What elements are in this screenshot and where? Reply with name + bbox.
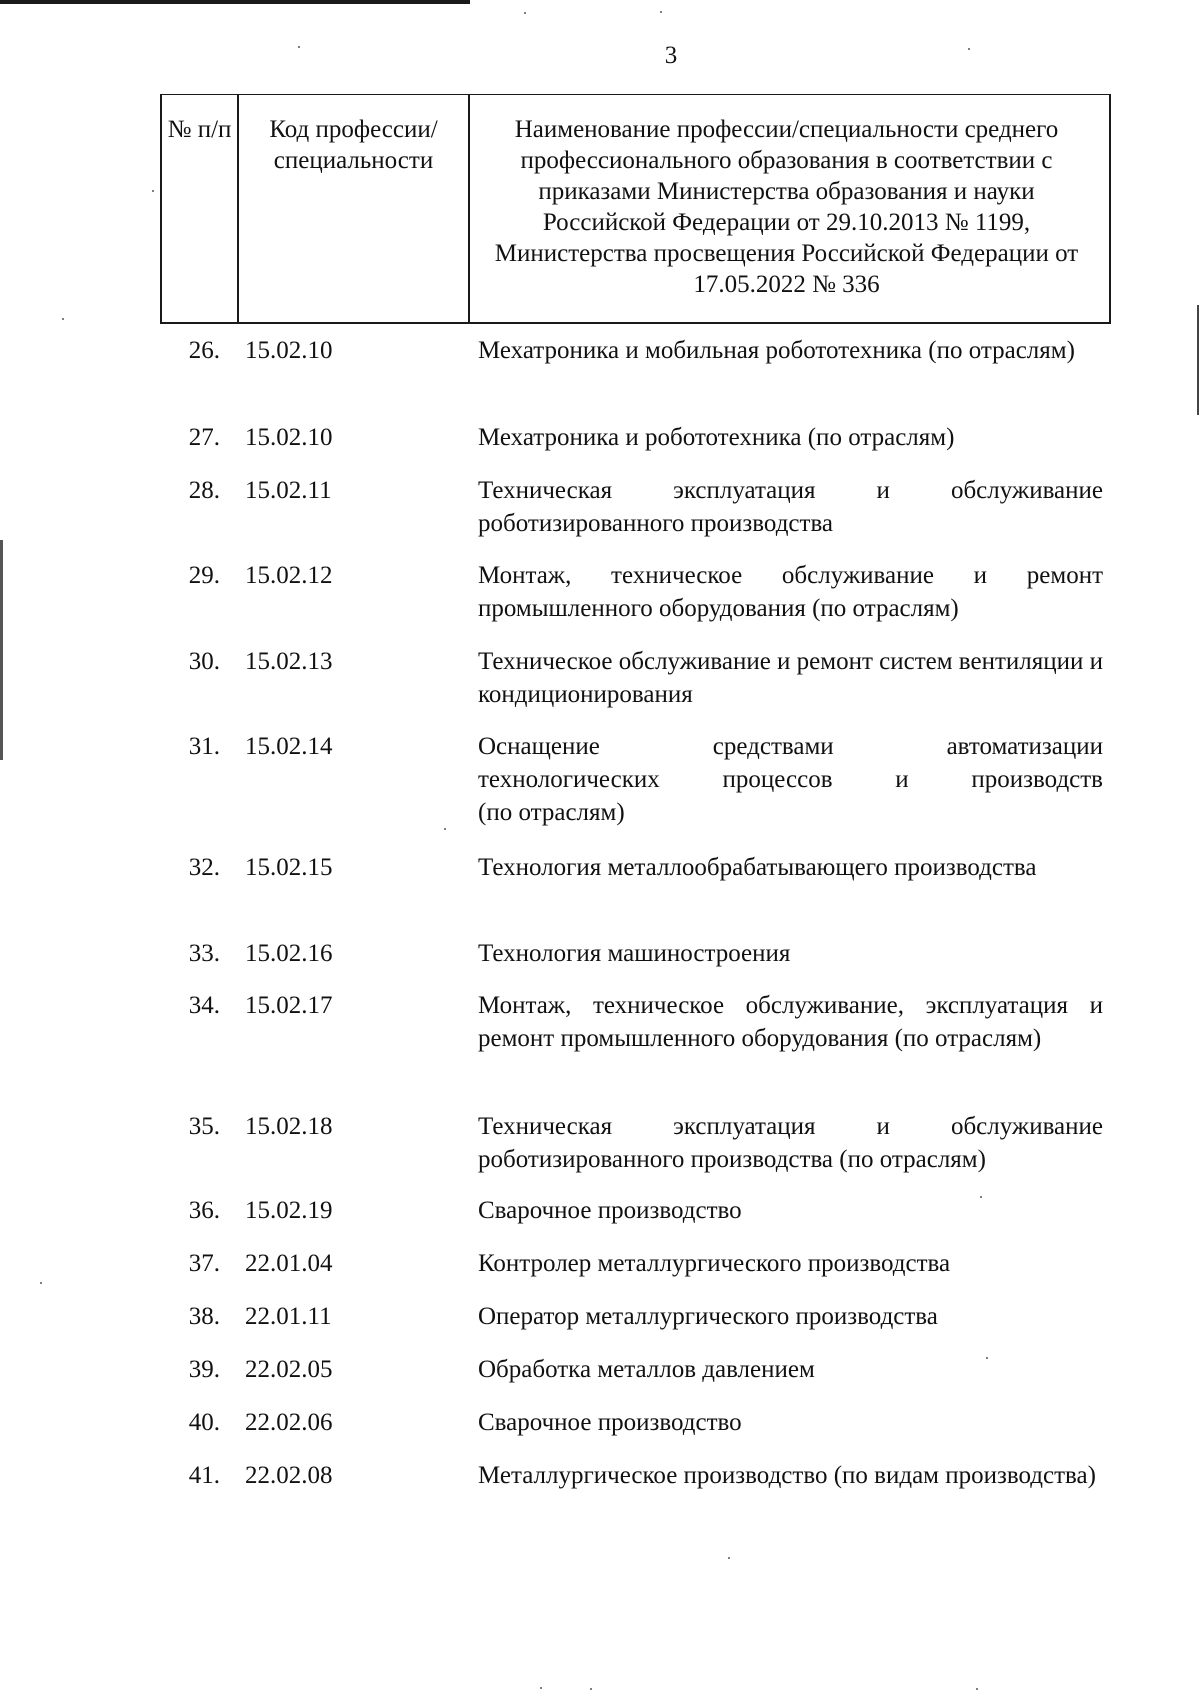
row-code: 15.02.19 — [245, 1197, 333, 1224]
header-code-label: Код профессии/ специальности — [239, 95, 470, 322]
row-number: 32. — [188, 854, 220, 881]
row-name: Контролер металлургического производства — [478, 1250, 951, 1277]
row-code: 15.02.10 — [245, 424, 333, 451]
scan-edge-right — [1197, 305, 1199, 415]
row-code: 15.02.15 — [245, 854, 333, 881]
row-name: Технология металлообрабатывающего производства — [478, 854, 1037, 881]
row-code: 22.01.11 — [245, 1303, 332, 1330]
row-code: 22.02.05 — [245, 1356, 333, 1383]
row-number: 31. — [188, 733, 220, 760]
row-code: 22.02.06 — [245, 1409, 333, 1436]
scan-speck — [152, 190, 154, 192]
row-name: Мехатроника и мобильная робототехника (по отраслям) — [478, 337, 1075, 364]
row-number: 26. — [188, 337, 220, 364]
row-code: 15.02.14 — [245, 733, 333, 760]
header-name-label: Наименование профессии/специальности среднего профессионального образования в соответствии с приказами Министерства образования и науки Российской Федерации от 29.10.2013 № 1199, Министерства просвещения Российской Федерации от 17.05.2022 № 336 — [494, 116, 1079, 298]
scan-speck — [524, 12, 526, 14]
row-name: Технология машиностроения — [478, 940, 791, 967]
row-name-line: (по отраслям) — [478, 799, 625, 826]
row-code: 15.02.16 — [245, 940, 333, 967]
row-name: Сварочное производство — [478, 1197, 742, 1224]
row-name: Обработка металлов давлением — [478, 1356, 815, 1383]
row-code: 15.02.11 — [245, 477, 332, 504]
row-number: 28. — [188, 477, 220, 504]
row-code: 15.02.17 — [245, 992, 333, 1019]
row-number: 40. — [188, 1409, 220, 1436]
scan-speck — [590, 1688, 592, 1690]
row-code: 15.02.10 — [245, 337, 333, 364]
row-name: Монтаж, техническое обслуживание и ремонт промышленного оборудования (по отраслям) — [478, 562, 1103, 622]
row-name: Мехатроника и робототехника (по отраслям) — [478, 424, 955, 451]
page-number: 3 — [664, 42, 678, 69]
row-number: 29. — [188, 562, 220, 589]
row-number: 38. — [188, 1303, 220, 1330]
row-number: 30. — [188, 648, 220, 675]
row-name-line: Оснащение средствами автоматизации — [478, 733, 1103, 760]
row-number: 33. — [188, 940, 220, 967]
row-name-line: технологических процессов и производств — [478, 766, 1103, 793]
row-number: 36. — [188, 1197, 220, 1224]
scan-speck — [62, 318, 64, 320]
row-number: 39. — [188, 1356, 220, 1383]
scan-edge-top — [0, 0, 470, 4]
row-name: Техническая эксплуатация и обслуживание роботизированного производства — [478, 477, 1103, 537]
row-code: 15.02.13 — [245, 648, 333, 675]
row-name: Металлургическое производство (по видам производства) — [478, 1462, 1096, 1489]
row-name — [478, 730, 1103, 829]
row-code: 22.01.04 — [245, 1250, 333, 1277]
scan-speck — [976, 1688, 978, 1690]
row-code: 15.02.18 — [245, 1113, 333, 1140]
row-name: Техническая эксплуатация и обслуживание роботизированного производства (по отраслям) — [478, 1113, 1103, 1173]
header-num-label: № п/п — [162, 95, 239, 322]
row-name: Оператор металлургического производства — [478, 1303, 938, 1330]
row-number: 37. — [188, 1250, 220, 1277]
row-code: 15.02.12 — [245, 562, 333, 589]
scan-speck — [660, 11, 662, 13]
row-name: Сварочное производство — [478, 1409, 742, 1436]
scan-speck — [728, 1557, 730, 1559]
scan-speck — [540, 1687, 542, 1689]
row-number: 27. — [188, 424, 220, 451]
row-code: 22.02.08 — [245, 1462, 333, 1489]
table-header — [160, 94, 1111, 324]
row-name: Техническое обслуживание и ремонт систем вентиляции и кондиционирования — [478, 648, 1103, 708]
row-name: Монтаж, техническое обслуживание, эксплуатация и ремонт промышленного оборудования (по отраслям) — [478, 992, 1103, 1052]
scan-speck — [40, 1282, 42, 1284]
row-number: 34. — [188, 992, 220, 1019]
row-number: 41. — [188, 1462, 220, 1489]
scan-speck — [444, 828, 446, 830]
row-number: 35. — [188, 1113, 220, 1140]
